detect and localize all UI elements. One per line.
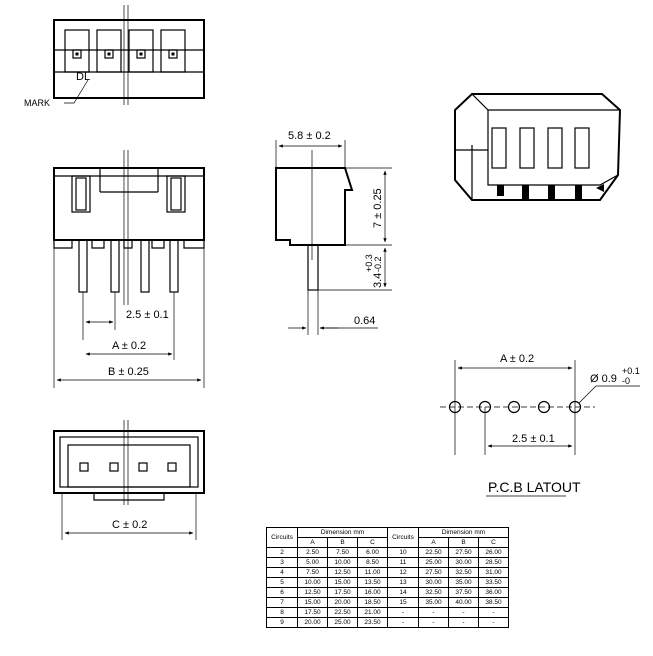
table-cell: - <box>388 618 419 628</box>
table-cell: 5.00 <box>298 558 328 568</box>
col-b-left: B <box>328 538 358 548</box>
table-cell: - <box>419 608 449 618</box>
table-cell: 22.50 <box>419 548 449 558</box>
table-cell: 6.00 <box>358 548 388 558</box>
table-cell: 12.50 <box>328 568 358 578</box>
table-cell: 32.50 <box>419 588 449 598</box>
dimension-table <box>266 527 509 628</box>
dim-a-pcb: A ± 0.2 <box>500 353 535 365</box>
table-cell: 27.50 <box>419 568 449 578</box>
mark-label: MARK <box>24 98 51 108</box>
dim-3-4: 3.4 <box>372 272 384 288</box>
table-cell: 7.50 <box>328 548 358 558</box>
table-cell: 32.50 <box>449 568 479 578</box>
table-cell: 23.50 <box>358 618 388 628</box>
table-cell: 11.00 <box>358 568 388 578</box>
table-cell: 11 <box>388 558 419 568</box>
table-row <box>267 598 509 608</box>
table-cell: 30.00 <box>419 578 449 588</box>
table-cell: 10 <box>388 548 419 558</box>
table-cell: 33.50 <box>479 578 509 588</box>
dim-c-bottom: C ± 0.2 <box>112 519 148 531</box>
table-cell: 15 <box>388 598 419 608</box>
top-view <box>24 5 204 108</box>
dim-5-8: 5.8 ± 0.2 <box>288 130 331 142</box>
table-row <box>267 588 509 598</box>
table-row <box>267 568 509 578</box>
table-cell: 2.50 <box>298 548 328 558</box>
table-cell: 7.50 <box>298 568 328 578</box>
dim-b-front: B ± 0.25 <box>108 366 149 378</box>
table-cell: 22.50 <box>328 608 358 618</box>
front-view <box>54 150 204 388</box>
table-cell: 20.00 <box>328 598 358 608</box>
table-cell: 15.00 <box>328 578 358 588</box>
table-cell: 7 <box>267 598 298 608</box>
isometric-view <box>455 94 620 200</box>
table-cell: 2 <box>267 548 298 558</box>
pcb-title: P.C.B LATOUT <box>488 479 581 495</box>
table-row <box>267 558 509 568</box>
col-b-right: B <box>449 538 479 548</box>
table-cell: 40.00 <box>449 598 479 608</box>
header-circuits-right: Circuits <box>388 528 419 548</box>
table-cell: 26.00 <box>479 548 509 558</box>
dim-2-5-pcb: 2.5 ± 0.1 <box>512 433 555 445</box>
side-view <box>276 130 392 335</box>
table-cell: 12.50 <box>298 588 328 598</box>
table-cell: - <box>479 608 509 618</box>
table-cell: 28.50 <box>479 558 509 568</box>
col-c-right: C <box>479 538 509 548</box>
dim-3-4-lower: -0.2 <box>373 256 383 272</box>
table-cell: - <box>449 608 479 618</box>
col-a-left: A <box>298 538 328 548</box>
table-cell: - <box>419 618 449 628</box>
table-cell: 13.50 <box>358 578 388 588</box>
table-cell: 25.00 <box>328 618 358 628</box>
dim-7: 7 ± 0.25 <box>372 188 384 228</box>
table-cell: 38.50 <box>479 598 509 608</box>
table-cell: 36.00 <box>479 588 509 598</box>
table-cell: 30.00 <box>449 558 479 568</box>
table-cell: - <box>479 618 509 628</box>
table-cell: 10.00 <box>298 578 328 588</box>
table-cell: 9 <box>267 618 298 628</box>
dl-label: DL <box>76 71 91 83</box>
table-cell: 4 <box>267 568 298 578</box>
table-cell: - <box>388 608 419 618</box>
pcb-layout <box>440 353 640 496</box>
dimension-table-body <box>267 548 509 628</box>
table-cell: 10.00 <box>328 558 358 568</box>
table-row <box>267 578 509 588</box>
table-cell: 37.50 <box>449 588 479 598</box>
table-cell: 8.50 <box>358 558 388 568</box>
table-cell: 17.50 <box>298 608 328 618</box>
table-cell: 5 <box>267 578 298 588</box>
table-cell: 20.00 <box>298 618 328 628</box>
table-cell: 17.50 <box>328 588 358 598</box>
bottom-view <box>54 420 204 540</box>
dim-hole: Ø 0.9 <box>590 373 617 385</box>
table-cell: 25.00 <box>419 558 449 568</box>
table-cell: 8 <box>267 608 298 618</box>
dim-hole-lower: -0 <box>622 376 631 386</box>
dim-hole-upper: +0.1 <box>622 366 640 376</box>
table-cell: 18.50 <box>358 598 388 608</box>
table-cell: 35.00 <box>449 578 479 588</box>
dim-0-64: 0.64 <box>354 315 376 327</box>
table-cell: 16.00 <box>358 588 388 598</box>
table-cell: 27.50 <box>449 548 479 558</box>
table-cell: 35.00 <box>419 598 449 608</box>
table-row <box>267 608 509 618</box>
table-cell: 14 <box>388 588 419 598</box>
table-cell: 15.00 <box>298 598 328 608</box>
table-cell: 6 <box>267 588 298 598</box>
header-dimension-right: Dimension mm <box>419 528 509 538</box>
col-a-right: A <box>419 538 449 548</box>
dim-a-front: A ± 0.2 <box>112 340 147 352</box>
table-cell: 13 <box>388 578 419 588</box>
table-row <box>267 618 509 628</box>
table-cell: 3 <box>267 558 298 568</box>
dim-3-4-upper: +0.3 <box>364 254 374 272</box>
header-dimension-left: Dimension mm <box>298 528 388 538</box>
col-c-left: C <box>358 538 388 548</box>
table-cell: 21.00 <box>358 608 388 618</box>
header-circuits-left: Circuits <box>267 528 298 548</box>
table-row <box>267 548 509 558</box>
table-cell: 31.00 <box>479 568 509 578</box>
dim-2-5-front: 2.5 ± 0.1 <box>126 309 169 321</box>
table-cell: - <box>449 618 479 628</box>
table-cell: 12 <box>388 568 419 578</box>
